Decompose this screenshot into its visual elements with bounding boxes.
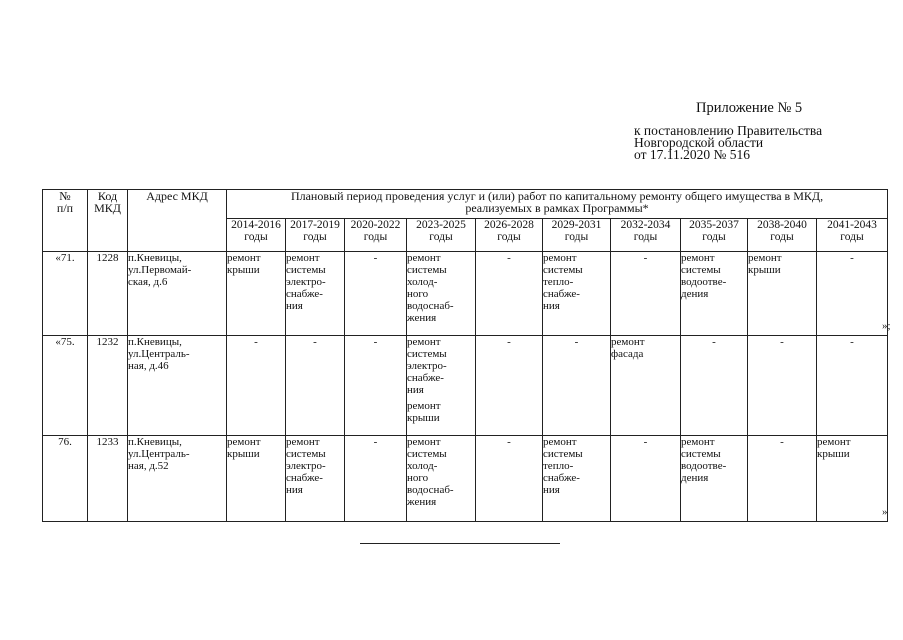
header-year bbox=[286, 219, 345, 252]
work-line: тепло- bbox=[543, 276, 574, 288]
header-code-line: Код bbox=[97, 189, 118, 203]
work-line: водоснаб- bbox=[407, 484, 454, 496]
address-line: ная, д.46 bbox=[128, 360, 169, 372]
work-line: ния bbox=[286, 300, 303, 312]
work-cell bbox=[543, 252, 611, 336]
row-code: 1232 bbox=[88, 336, 128, 436]
address-line: ская, д.6 bbox=[128, 276, 168, 288]
work-line: крыши bbox=[748, 264, 781, 276]
work-cell-empty: - bbox=[611, 436, 681, 522]
work-line: ремонт bbox=[286, 436, 320, 448]
work-cell-empty: - bbox=[345, 436, 407, 522]
work-line: системы bbox=[543, 264, 583, 276]
work-line: электро- bbox=[286, 276, 326, 288]
work-cell bbox=[227, 436, 286, 522]
date-line: от 17.11.2020 № 516 bbox=[634, 147, 750, 162]
row-number: «75. bbox=[43, 336, 88, 436]
work-cell-empty: - bbox=[476, 252, 543, 336]
work-cell-empty: - bbox=[611, 252, 681, 336]
work-line: ремонт bbox=[681, 436, 715, 448]
header-year-line: годы bbox=[244, 231, 268, 243]
work-item bbox=[227, 252, 285, 276]
work-line: системы bbox=[407, 448, 447, 460]
work-line: крыши bbox=[407, 412, 440, 424]
header-year bbox=[227, 219, 286, 252]
work-item bbox=[286, 436, 344, 496]
header-year-line: годы bbox=[497, 231, 521, 243]
header-code-line: МКД bbox=[94, 201, 121, 215]
work-line: ремонт bbox=[407, 336, 441, 348]
header-year-line: годы bbox=[429, 231, 453, 243]
work-line: снабже- bbox=[286, 288, 323, 300]
address-line: ул.Первомай- bbox=[128, 264, 192, 276]
work-line: ремонт bbox=[407, 400, 441, 412]
work-item bbox=[407, 336, 475, 396]
header-year-line: 2035-2037 bbox=[689, 219, 739, 231]
address-line: ная, д.52 bbox=[128, 460, 169, 472]
work-line: холод- bbox=[407, 460, 438, 472]
work-item bbox=[748, 252, 816, 276]
header-year-line: 2038-2040 bbox=[757, 219, 807, 231]
work-line: системы bbox=[681, 448, 721, 460]
work-line: ремонт bbox=[681, 252, 715, 264]
header-num-line: п/п bbox=[56, 201, 74, 215]
work-line: снабже- bbox=[407, 372, 444, 384]
work-line: электро- bbox=[407, 360, 447, 372]
row-code: 1233 bbox=[88, 436, 128, 522]
header-year-line: 2029-2031 bbox=[551, 219, 602, 231]
work-line: ремонт bbox=[543, 436, 577, 448]
work-line: крыши bbox=[817, 448, 850, 460]
work-cell-empty: - bbox=[817, 252, 888, 336]
header-plan-line: реализуемых в рамках Программы* bbox=[465, 201, 649, 215]
work-line: системы bbox=[286, 448, 326, 460]
work-cell-empty: - bbox=[345, 252, 407, 336]
header-num-line: № bbox=[59, 189, 71, 203]
table-row bbox=[43, 436, 888, 522]
separator-line bbox=[360, 543, 560, 544]
work-line: ного bbox=[407, 472, 429, 484]
repair-schedule-table bbox=[42, 189, 888, 522]
header-plan-line: Плановый период проведения услуг и (или) работ по капитальному ремонту общего имущества в МКД, bbox=[290, 189, 824, 203]
work-cell bbox=[748, 252, 817, 336]
header-year bbox=[476, 219, 543, 252]
work-line: ремонт bbox=[227, 252, 261, 264]
header-address: Адрес МКД bbox=[128, 190, 227, 252]
work-cell-empty: - bbox=[748, 436, 817, 522]
header-year-line: годы bbox=[564, 231, 589, 243]
address-line: ул.Централь- bbox=[128, 348, 190, 360]
header-year bbox=[543, 219, 611, 252]
work-line: системы bbox=[407, 348, 447, 360]
work-cell bbox=[611, 336, 681, 436]
header-year-line: годы bbox=[840, 231, 864, 243]
work-cell-empty: - bbox=[476, 336, 543, 436]
header-row bbox=[43, 190, 888, 219]
work-line: снабже- bbox=[286, 472, 323, 484]
header-plan-period bbox=[227, 190, 888, 219]
work-line: водоотве- bbox=[681, 460, 727, 472]
work-line: ния bbox=[407, 384, 424, 396]
closing-quote: »; bbox=[882, 319, 891, 332]
table-row bbox=[43, 252, 888, 336]
work-line: дения bbox=[681, 472, 709, 484]
work-cell-empty: - bbox=[286, 336, 345, 436]
work-cell bbox=[407, 336, 476, 436]
row-address bbox=[128, 252, 227, 336]
resolution-line: к постановлению Правительства bbox=[634, 123, 823, 138]
work-item bbox=[611, 336, 680, 360]
work-line: системы bbox=[543, 448, 583, 460]
work-item bbox=[407, 436, 475, 508]
row-number: 76. bbox=[43, 436, 88, 522]
work-line: ремонт bbox=[817, 436, 851, 448]
header-year bbox=[817, 219, 888, 252]
work-cell-empty: - bbox=[345, 336, 407, 436]
work-cell-empty: - bbox=[817, 336, 888, 436]
table-header bbox=[43, 190, 888, 252]
work-cell bbox=[286, 436, 345, 522]
work-line: электро- bbox=[286, 460, 326, 472]
work-line: системы bbox=[407, 264, 447, 276]
work-line: водоснаб- bbox=[407, 300, 454, 312]
header-year-line: 2023-2025 bbox=[416, 219, 466, 231]
work-line: ремонт bbox=[407, 252, 441, 264]
work-cell bbox=[407, 436, 476, 522]
work-cell-empty: - bbox=[476, 436, 543, 522]
header-year-line: 2020-2022 bbox=[350, 219, 401, 231]
work-cell bbox=[227, 252, 286, 336]
work-cell-empty: - bbox=[681, 336, 748, 436]
header-year-line: годы bbox=[303, 231, 327, 243]
row-address bbox=[128, 336, 227, 436]
address-line: ул.Централь- bbox=[128, 448, 190, 460]
header-code bbox=[88, 190, 128, 252]
work-line: ного bbox=[407, 288, 429, 300]
address-line: п.Кневицы, bbox=[128, 252, 182, 264]
work-cell-empty: - bbox=[543, 336, 611, 436]
work-line: ремонт bbox=[227, 436, 261, 448]
header-year bbox=[407, 219, 476, 252]
header-year-line: 2014-2016 bbox=[231, 219, 281, 231]
table-row bbox=[43, 336, 888, 436]
work-line: ремонт bbox=[748, 252, 782, 264]
work-item bbox=[817, 436, 887, 460]
work-cell bbox=[407, 252, 476, 336]
work-cell bbox=[817, 436, 888, 522]
work-line: ремонт bbox=[286, 252, 320, 264]
work-line: ния bbox=[286, 484, 303, 496]
header-year-line: 2017-2019 bbox=[290, 219, 340, 231]
address-line: п.Кневицы, bbox=[128, 436, 182, 448]
work-line: ремонт bbox=[611, 336, 645, 348]
work-line: ремонт bbox=[407, 436, 441, 448]
work-line: фасада bbox=[611, 348, 644, 360]
work-cell-empty: - bbox=[227, 336, 286, 436]
work-line: системы bbox=[681, 264, 721, 276]
work-line: жения bbox=[407, 312, 437, 324]
row-address bbox=[128, 436, 227, 522]
work-line: ремонт bbox=[543, 252, 577, 264]
work-cell bbox=[286, 252, 345, 336]
work-line: системы bbox=[286, 264, 326, 276]
row-number: «71. bbox=[43, 252, 88, 336]
work-item bbox=[286, 252, 344, 312]
work-line: крыши bbox=[227, 264, 260, 276]
header-year-line: 2041-2043 bbox=[827, 219, 877, 231]
header-year-line: 2026-2028 bbox=[484, 219, 534, 231]
header-year bbox=[345, 219, 407, 252]
header-year bbox=[611, 219, 681, 252]
header-year-line: 2032-2034 bbox=[620, 219, 671, 231]
header-year bbox=[748, 219, 817, 252]
header-num bbox=[43, 190, 88, 252]
closing-quote: » bbox=[882, 505, 888, 518]
work-item bbox=[407, 252, 475, 324]
work-line: снабже- bbox=[543, 288, 580, 300]
work-line: ния bbox=[543, 300, 560, 312]
work-item bbox=[543, 252, 610, 312]
header-year-line: годы bbox=[702, 231, 726, 243]
document-header bbox=[634, 102, 884, 161]
address-line: п.Кневицы, bbox=[128, 336, 182, 348]
work-line: тепло- bbox=[543, 460, 574, 472]
work-item bbox=[543, 436, 610, 496]
table-body bbox=[43, 252, 888, 522]
work-line: жения bbox=[407, 496, 437, 508]
work-cell bbox=[543, 436, 611, 522]
header-year bbox=[681, 219, 748, 252]
work-line: холод- bbox=[407, 276, 438, 288]
work-item bbox=[681, 436, 747, 484]
work-line: крыши bbox=[227, 448, 260, 460]
work-cell-empty: - bbox=[748, 336, 817, 436]
row-code: 1228 bbox=[88, 252, 128, 336]
work-cell bbox=[681, 252, 748, 336]
work-item bbox=[227, 436, 285, 460]
work-item bbox=[407, 400, 475, 424]
work-cell bbox=[681, 436, 748, 522]
header-year-line: годы bbox=[770, 231, 794, 243]
header-year-line: годы bbox=[633, 231, 658, 243]
work-line: ния bbox=[543, 484, 560, 496]
work-item bbox=[681, 252, 747, 300]
appendix-title: Приложение № 5 bbox=[696, 100, 803, 116]
work-line: дения bbox=[681, 288, 709, 300]
region-line: Новгородской области bbox=[634, 135, 764, 150]
work-line: снабже- bbox=[543, 472, 580, 484]
header-year-line: годы bbox=[363, 231, 388, 243]
work-line: водоотве- bbox=[681, 276, 727, 288]
